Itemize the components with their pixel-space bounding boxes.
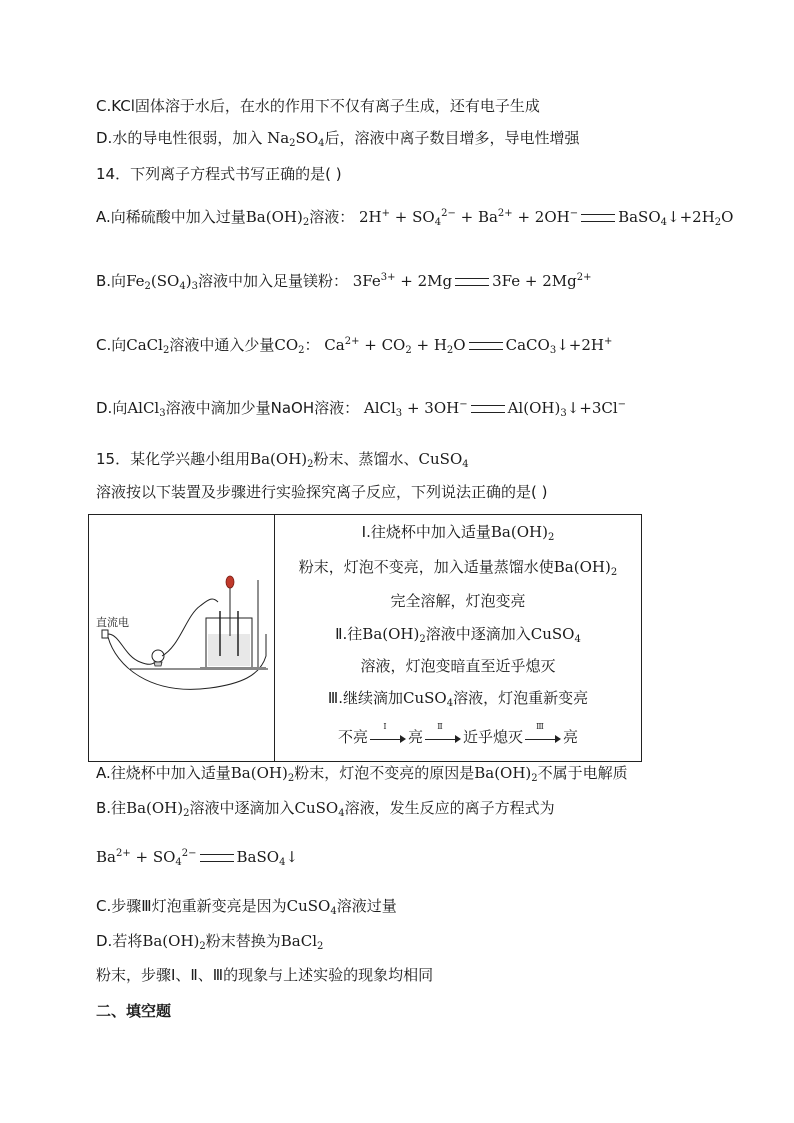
section-heading: 二、填空题 (96, 1002, 172, 1020)
step-2-line-2: 溶液，灯泡变暗直至近乎熄灭 (360, 657, 556, 675)
dropper-bulb-icon (226, 576, 234, 588)
q15-option-b-equation: $Ba^{2+} + SO_4^{2-}$ BaSO$_4$↓ (96, 848, 299, 868)
step-3-line: Ⅲ.继续滴加CuSO$_4$溶液，灯泡重新变亮 (327, 689, 589, 709)
wire-left (108, 634, 156, 664)
q14-option-a: A.向稀硫酸中加入过量$Ba(OH)_2$溶液： $2H^+ + SO_4^{2-} + Ba^{2+} + 2OH^-$ $BaSO_4↓+2H_2O$ (96, 208, 734, 228)
q15-option-d: D.若将$Ba(OH)_2$粉末替换为BaCl$_2$ (96, 932, 324, 952)
apparatus-diagram (90, 516, 272, 760)
flow-sequence: 不亮 Ⅰ 亮 Ⅱ 近乎熄灭 Ⅲ 亮 (337, 721, 579, 746)
option-d-water: D.水的导电性很弱，加入 $Na_2SO_4$后，溶液中离子数目增多，导电性增强 (96, 129, 580, 149)
question-15-cont: 溶液按以下装置及步骤进行实验探究离子反应，下列说法正确的是( ) (96, 483, 548, 501)
q14-option-d: D.向AlCl$_3$溶液中滴加少量NaOH溶液： AlCl$_3$ + 3OH− $Al(OH)_3↓+3Cl^-$ (96, 399, 627, 419)
arrow-icon: Ⅲ (525, 733, 561, 743)
q14-option-c: C.向CaCl$_2$溶液中通入少量$CO_2$： $Ca^{2+} + CO_2 + H_2O$ CaCO$_3$↓+2H+ (96, 336, 613, 356)
q15-option-b: B.往$Ba(OH)_2$溶液中逐滴加入CuSO$_4$溶液，发生反应的离子方程式为 (96, 799, 555, 819)
option-c-kcl: C.KCl固体溶于水后，在水的作用下不仅有离子生成，还有电子生成 (96, 97, 540, 115)
question-15: 15．某化学兴趣小组用$Ba(OH)_2$粉末、蒸馏水、CuSO$_4$ (96, 450, 469, 470)
q14-option-b: B.向$Fe_2(SO_4)_3$溶液中加入足量镁粉： $3Fe^{3+} + 2Mg$ $3Fe + 2Mg^{2+}$ (96, 272, 592, 292)
question-14: 14．下列离子方程式书写正确的是( ) (96, 165, 342, 183)
plug-icon (102, 630, 108, 638)
arrow-icon: Ⅱ (425, 733, 461, 743)
q15-option-a: A.往烧杯中加入适量$Ba(OH)_2$粉末，灯泡不变亮的原因是$Ba(OH)_2$不属于电解质 (96, 764, 628, 784)
step-2-line-1: Ⅱ.往$Ba(OH)_2$溶液中逐滴加入CuSO$_4$ (335, 625, 581, 645)
dc-power-label: 直流电 (96, 616, 129, 629)
table-divider (274, 514, 275, 762)
q15-option-d-cont: 粉末，步骤Ⅰ、Ⅱ、Ⅲ的现象与上述实验的现象均相同 (96, 966, 434, 984)
q15-option-c: C.步骤Ⅲ灯泡重新变亮是因为CuSO$_4$溶液过量 (96, 897, 397, 917)
step-1-line-1: Ⅰ.往烧杯中加入适量$Ba(OH)_2$ (361, 523, 555, 543)
stand-base (200, 667, 266, 670)
step-1-line-3: 完全溶解，灯泡变亮 (390, 592, 526, 610)
step-1-line-2: 粉末，灯泡不变亮，加入适量蒸馏水使$Ba(OH)_2$ (298, 558, 618, 578)
arrow-icon: Ⅰ (370, 733, 406, 743)
